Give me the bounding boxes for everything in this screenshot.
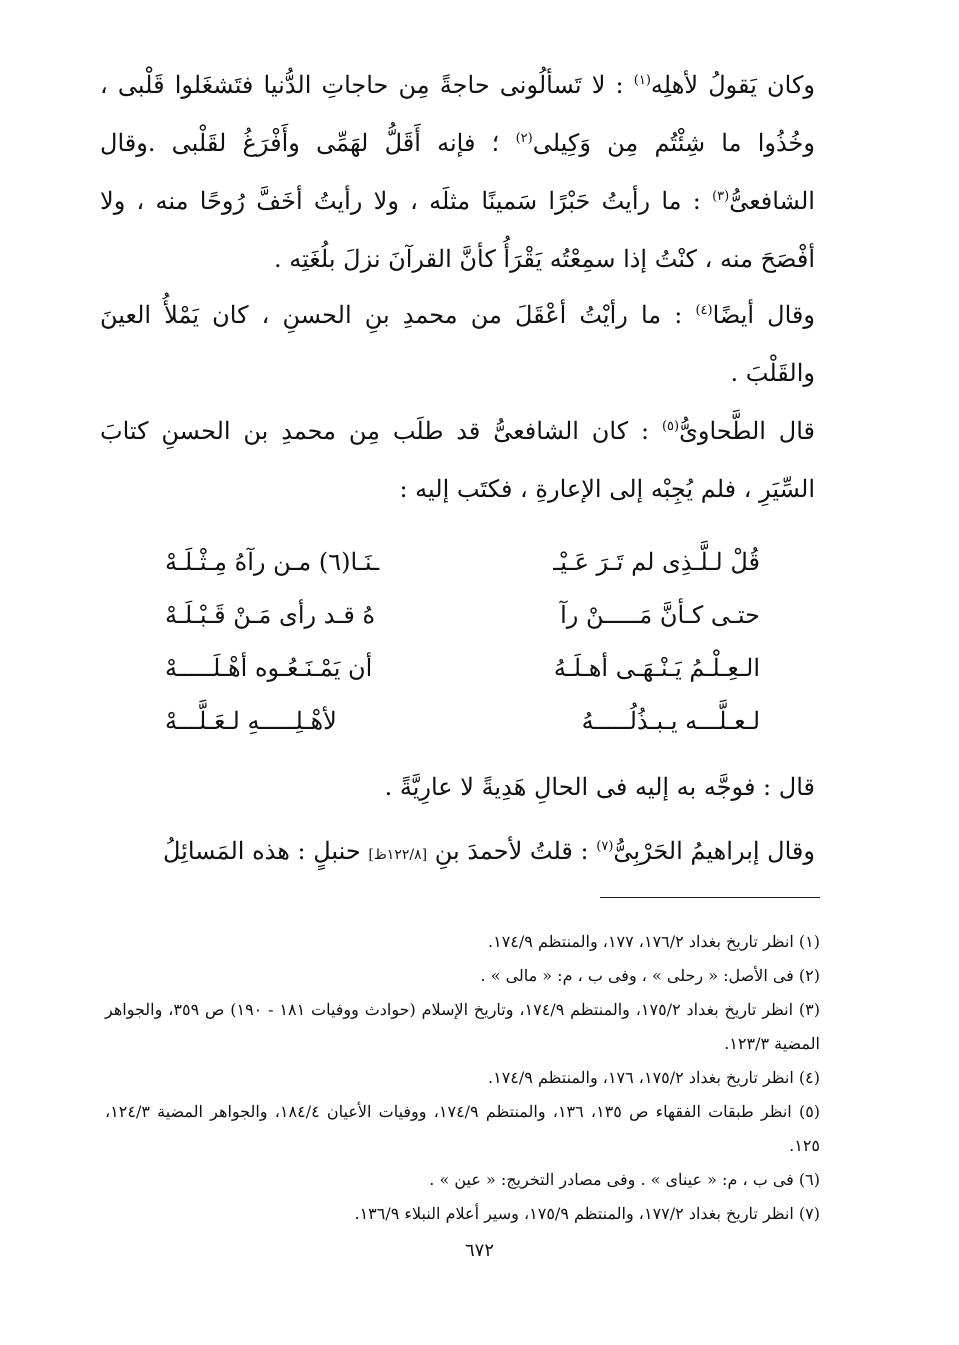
- verse-2-second-hemistich: هُ قـد رأى مَـنْ قَـبْـلَـهْ: [165, 601, 376, 629]
- paragraph-5-text-c: حنبلٍ : هذه المَسائِلُ: [163, 837, 361, 865]
- verse-1-second-hemistich: ـنَـا(٦) مـن رآهُ مِـثْـلَـهْ: [165, 548, 380, 576]
- footnote: (٦) فى ب ، م: « عيناى » . وفى مصادر التخريج: « عين » .: [429, 1170, 820, 1189]
- footnote: (٤) انظر تاريخ بغداد ١٧٥/٢، ١٧٦، والمنتظم ١٧٤/٩.: [488, 1068, 820, 1087]
- footnote: (١) انظر تاريخ بغداد ١٧٦/٢، ١٧٧، والمنتظم ١٧٤/٩.: [488, 932, 820, 951]
- verse-1-first-hemistich: قُلْ لـلَّـذِى لم تَـرَ عَـيْـ: [553, 548, 760, 576]
- footnote-marker-7: (٧): [596, 839, 614, 854]
- poem-verse: [165, 589, 760, 642]
- footnote: (٢) فى الأصل: « رحلى » ، وفى ب ، م: « مالى » .: [480, 966, 820, 985]
- footnote-marker-3: (٣): [712, 189, 730, 204]
- paragraph-2: [100, 286, 815, 402]
- paragraph-4: قال : فوجَّه به إليه فى الحالِ هَدِيةً لا عارِيَّةً .: [384, 773, 815, 801]
- paragraph-1-text-c: ؛ فإنه أَقَلُّ لهَمِّى وأَفْرَغُ لقَلْبى .وقال الشافعىُّ: [100, 129, 815, 215]
- footnote: (٣) انظر تاريخ بغداد ١٧٥/٢، والمنتظم ١٧٤/٩، وتاريخ الإسلام (حوادث ووفيات ١٨١ - ١٩٠) ص ٣٥٩، والجواهر المضية ١٢٣/٣.: [105, 1000, 821, 1053]
- poem-verse: [165, 536, 760, 589]
- paragraph-1-text-a: وكان يَقولُ لأهلِه: [650, 71, 815, 99]
- paragraph-2-text-b: : ما رأيْتُ أعْقَلَ من محمدِ بنِ الحسنِ ، كان يَمْلأُ العينَ والقَلْبَ .: [100, 301, 815, 387]
- footnote: (٥) انظر طبقات الفقهاء ص ١٣٥، ١٣٦، والمنتظم ١٧٤/٩، ووفيات الأعيان ١٨٤/٤، والجواهر المضية ١٢٤/٣، ١٢٥.: [105, 1102, 821, 1155]
- paragraph-5: [100, 822, 815, 884]
- paragraph-3-text-b: : كان الشافعىُّ قد طلَب مِن محمدِ بن الحسنِ كتابَ السِّيَرِ ، فلم يُجِبْه إلى الإعارةِ ، فكتَب إليه :: [100, 417, 815, 503]
- footnote-divider: [600, 897, 820, 898]
- footnotes: [105, 925, 820, 1231]
- verse-3-second-hemistich: أن يَمْـنَـعُـوه أهْـلَـــــهْ: [165, 654, 373, 682]
- verse-3-first-hemistich: الـعِـلْـمُ يَـنْـهَـى أهـلَـهُ: [553, 654, 760, 682]
- paragraph-1-text-d: : ما رأيتُ حَبْرًا سَمينًا مثلَه ، ولا رأيتُ أخَفَّ رُوحًا منه ، ولا أفْصَحَ منه ، كنْتُ إذا سمِعْتُه يَقْرَأُ كأنَّ القرآنَ نزلَ بلُغَتِه .: [100, 187, 815, 273]
- manuscript-folio-reference: [١٢٢/٨ظ]: [368, 847, 428, 863]
- footnote: (٧) انظر تاريخ بغداد ١٧٧/٢، والمنتظم ١٧٥/٩، وسير أعلام النبلاء ١٣٦/٩.: [354, 1204, 820, 1223]
- verse-4-second-hemistich: لأهْـلِـــــهِ لـعَـلَّـــهْ: [165, 707, 337, 735]
- paragraph-1-text-b: : لا تَسألُونى حاجةً مِن حاجاتِ الدُّنيا فتَشغَلوا قَلْبى ، وخُذُوا ما شِئْتُم مِن وَكِيلى: [100, 71, 815, 157]
- paragraph-1: [100, 56, 815, 288]
- paragraph-3: [100, 402, 815, 518]
- page-number: ٦٧٢: [464, 1240, 494, 1261]
- paragraph-2-text-a: وقال أيضًا: [712, 301, 815, 329]
- poem-verse: [165, 642, 760, 695]
- paragraph-5-text-a: وقال إبراهيمُ الحَرْبِىُّ: [613, 837, 815, 865]
- footnote-marker-5: (٥): [661, 419, 680, 434]
- verse-4-first-hemistich: لـعـلَّـــه يـبـذُلُـــــهُ: [581, 707, 760, 735]
- verse-2-first-hemistich: حتـى كـأنَّ مَـــــنْ رآ: [560, 601, 760, 629]
- footnote-marker-4: (٤): [695, 303, 713, 318]
- paragraph-5-text-b: : قلتُ لأحمدَ بنِ: [434, 837, 589, 865]
- poem-verse: [165, 695, 760, 748]
- paragraph-3-text-a: قال الطَّحاوىُّ: [679, 417, 815, 445]
- footnote-marker-1: (١): [633, 73, 651, 88]
- footnote-marker-2: (٢): [515, 131, 533, 146]
- poem: [165, 536, 760, 748]
